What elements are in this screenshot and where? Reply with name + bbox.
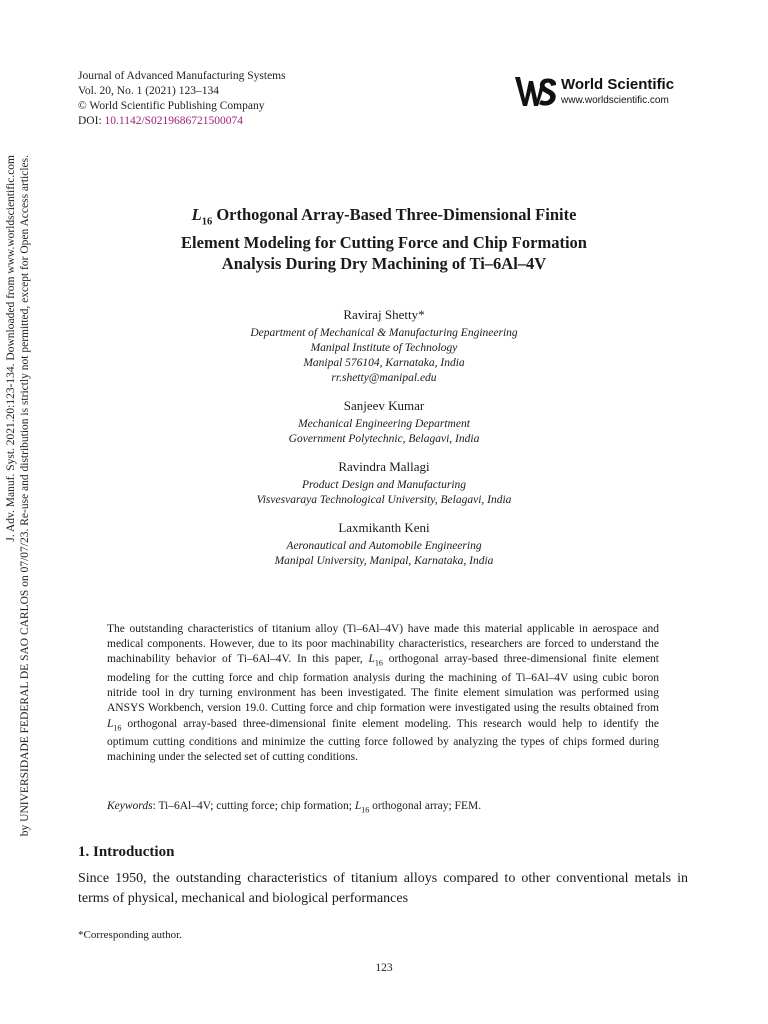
journal-header xyxy=(78,69,286,129)
author-name: Laxmikanth Keni xyxy=(338,520,430,535)
title-line-1-text: Orthogonal Array-Based Three-Dimensional Finite xyxy=(212,205,577,224)
section-heading: 1. Introduction xyxy=(78,844,175,860)
abstract-text: orthogonal array-based three-dimensional finite element modeling. This research would help to identify the optimum cutting conditions and minimize the cutting force followed by analyzing the types of chips formed during machining under the selected set of cutting conditions. xyxy=(107,717,659,764)
author-list xyxy=(70,306,698,580)
author-affiliation: Government Polytechnic, Belagavi, India xyxy=(288,433,480,445)
publisher-logo xyxy=(514,73,694,109)
keywords-text: : Ti–6Al–4V; cutting force; chip formation; xyxy=(152,800,355,812)
download-sidebar xyxy=(4,155,44,875)
author-name: Ravindra Mallagi xyxy=(338,459,430,474)
l-symbol: L xyxy=(107,717,114,730)
doi-link[interactable]: 10.1142/S0219686721500074 xyxy=(104,115,244,127)
author-name: Sanjeev Kumar xyxy=(343,398,425,413)
author-block xyxy=(70,397,698,447)
intro-paragraph: Since 1950, the outstanding characteristics of titanium alloys compared to other conventional metals in terms of physical, mechanical and biological performances xyxy=(78,871,688,906)
author-block xyxy=(70,458,698,508)
author-affiliation: Manipal 576104, Karnataka, India xyxy=(303,357,465,369)
copyright-line: © World Scientific Publishing Company xyxy=(78,100,265,112)
abstract-text: The outstanding characteristics of titanium alloy (Ti–6Al–4V) have made this material applicable in aerospace and medical components. However, due to its poor machinability characteristics, researchers are forced to understand the machinability behavior of Ti–6Al–4V. In this paper, xyxy=(107,623,659,666)
title-l-symbol: L xyxy=(191,205,202,224)
sidebar-line-1: J. Adv. Manuf. Syst. 2021.20:123-134. Downloaded from www.worldscientific.com xyxy=(5,155,17,542)
page-number: 123 xyxy=(375,962,393,974)
abstract-text: orthogonal array-based three-dimensional finite element modeling for the cutting force and chip formation analysis during the machining of Ti–6Al–4V using cubic boron nitride tool in dry turning environment has been investigated. The finite element simulation was performed using ANSYS Workbench, version 19.0. Cutting force and chip formation were investigated using the results obtained from xyxy=(107,653,660,715)
author-affiliation: Manipal University, Manipal, Karnataka, India xyxy=(274,555,494,567)
title-line-3: Analysis During Dry Machining of Ti–6Al–4V xyxy=(221,254,547,274)
sidebar-line-2: by UNIVERSIDADE FEDERAL DE SAO CARLOS on 07/07/23. Re-use and distribution is strictly not permitted, except for Open Access articles. xyxy=(19,155,31,837)
l-symbol: L xyxy=(368,653,375,666)
doi-label: DOI: xyxy=(78,115,105,127)
author-affiliation: Mechanical Engineering Department xyxy=(298,418,470,430)
author-affiliation: Aeronautical and Automobile Engineering xyxy=(286,540,482,552)
author-affiliation: Manipal Institute of Technology xyxy=(310,342,458,354)
author-affiliation: Visvesvaraya Technological University, Belagavi, India xyxy=(256,494,512,506)
paper-title xyxy=(70,204,698,274)
author-email[interactable]: rr.shetty@manipal.edu xyxy=(331,372,437,384)
keywords xyxy=(107,799,659,817)
journal-volume: Vol. 20, No. 1 (2021) 123–134 xyxy=(78,85,219,97)
journal-name: Journal of Advanced Manufacturing Systems xyxy=(78,70,286,82)
l-symbol: L xyxy=(354,800,362,812)
abstract xyxy=(107,622,659,765)
title-subscript: 16 xyxy=(201,216,213,228)
title-line-1 xyxy=(70,204,698,232)
l-subscript: 16 xyxy=(361,805,370,815)
logo-brand-text: World Scientific xyxy=(561,76,675,93)
doi-line xyxy=(78,114,286,129)
logo-url-text: www.worldscientific.com xyxy=(561,95,669,106)
author-block xyxy=(70,306,698,386)
l-subscript: 16 xyxy=(113,722,122,732)
author-block xyxy=(70,519,698,569)
title-line-2: Element Modeling for Cutting Force and Chip Formation xyxy=(181,233,587,253)
footnote: *Corresponding author. xyxy=(78,929,182,941)
author-affiliation: Department of Mechanical & Manufacturing Engineering xyxy=(250,327,518,339)
keywords-text: orthogonal array; FEM. xyxy=(369,800,482,812)
author-affiliation: Product Design and Manufacturing xyxy=(301,479,467,491)
keywords-label: Keywords xyxy=(107,800,153,812)
world-scientific-logo-icon xyxy=(514,75,558,107)
l-subscript: 16 xyxy=(374,658,383,668)
author-name: Raviraj Shetty* xyxy=(343,307,425,322)
